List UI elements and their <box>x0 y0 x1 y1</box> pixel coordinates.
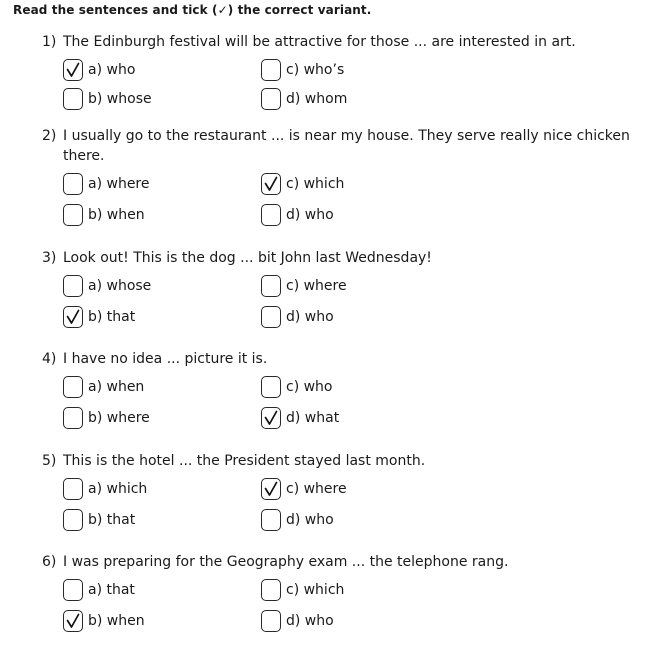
checkbox[interactable] <box>63 610 83 632</box>
checkmark-icon <box>264 481 278 497</box>
option-b[interactable] <box>63 86 152 112</box>
option-d[interactable] <box>261 304 334 330</box>
checkbox[interactable] <box>261 275 281 297</box>
checkbox[interactable] <box>63 173 83 195</box>
option-label: d) who <box>286 309 334 325</box>
option-b[interactable] <box>63 608 145 634</box>
answer-options <box>42 374 632 438</box>
option-label: c) who’s <box>286 62 345 78</box>
checkbox[interactable] <box>261 204 281 226</box>
question-sentence: I have no idea ... picture it is. <box>63 351 268 367</box>
checkbox[interactable] <box>63 509 83 531</box>
checkmark-icon <box>66 62 80 78</box>
option-label: d) who <box>286 613 334 629</box>
option-label: d) whom <box>286 91 348 107</box>
checkbox[interactable] <box>261 509 281 531</box>
question-sentence: I was preparing for the Geography exam ... the telephone rang. <box>63 554 509 570</box>
checkbox[interactable] <box>63 478 83 500</box>
option-label: d) what <box>286 410 340 426</box>
option-d[interactable] <box>261 405 339 431</box>
option-label: c) who <box>286 379 333 395</box>
option-b[interactable] <box>63 405 150 431</box>
option-b[interactable] <box>63 304 135 330</box>
option-label: c) which <box>286 176 345 192</box>
option-label: c) where <box>286 481 347 497</box>
checkbox[interactable] <box>63 204 83 226</box>
answer-options <box>42 57 632 121</box>
question-sentence: I usually go to the restaurant ... is near my house. They serve really nice chicken there. <box>63 128 630 164</box>
checkbox[interactable] <box>261 610 281 632</box>
checkbox[interactable] <box>261 59 281 81</box>
option-label: b) that <box>88 309 136 325</box>
question-number: 6) <box>42 554 57 570</box>
question-number: 5) <box>42 453 57 469</box>
option-label: d) who <box>286 512 334 528</box>
question-4 <box>42 349 632 438</box>
option-label: a) who <box>88 62 136 78</box>
option-d[interactable] <box>261 86 347 112</box>
option-c[interactable] <box>261 171 344 197</box>
question-2 <box>42 126 632 235</box>
answer-options <box>42 171 632 235</box>
question-text <box>42 349 632 369</box>
question-sentence: This is the hotel ... the President stayed last month. <box>63 453 426 469</box>
checkmark-icon <box>66 613 80 629</box>
question-number: 4) <box>42 351 57 367</box>
question-3 <box>42 248 632 337</box>
option-label: a) that <box>88 582 135 598</box>
option-a[interactable] <box>63 374 144 400</box>
checkbox[interactable] <box>261 407 281 429</box>
option-label: b) when <box>88 613 145 629</box>
checkbox[interactable] <box>63 407 83 429</box>
option-label: c) where <box>286 278 347 294</box>
question-text <box>42 552 632 572</box>
checkbox[interactable] <box>63 376 83 398</box>
option-a[interactable] <box>63 171 150 197</box>
answer-options <box>42 577 632 641</box>
answer-options <box>42 273 632 337</box>
checkmark-icon <box>66 309 80 325</box>
option-c[interactable] <box>261 577 344 603</box>
checkbox[interactable] <box>261 88 281 110</box>
option-a[interactable] <box>63 577 135 603</box>
question-1 <box>42 32 632 121</box>
question-6 <box>42 552 632 641</box>
option-d[interactable] <box>261 202 334 228</box>
question-sentence: The Edinburgh festival will be attractive for those ... are interested in art. <box>63 34 576 50</box>
option-c[interactable] <box>261 273 347 299</box>
question-5 <box>42 451 632 540</box>
option-b[interactable] <box>63 202 145 228</box>
option-b[interactable] <box>63 507 135 533</box>
question-number: 3) <box>42 250 57 266</box>
checkbox[interactable] <box>261 376 281 398</box>
checkbox[interactable] <box>261 478 281 500</box>
option-label: b) where <box>88 410 150 426</box>
checkbox[interactable] <box>63 306 83 328</box>
option-label: a) when <box>88 379 145 395</box>
question-text <box>42 126 632 166</box>
option-label: a) where <box>88 176 150 192</box>
checkbox[interactable] <box>261 306 281 328</box>
option-label: b) that <box>88 512 136 528</box>
option-label: c) which <box>286 582 345 598</box>
option-d[interactable] <box>261 507 334 533</box>
option-a[interactable] <box>63 273 151 299</box>
answer-options <box>42 476 632 540</box>
checkmark-icon <box>264 176 278 192</box>
checkbox[interactable] <box>261 173 281 195</box>
option-c[interactable] <box>261 57 344 83</box>
checkbox[interactable] <box>63 579 83 601</box>
checkbox[interactable] <box>261 579 281 601</box>
option-a[interactable] <box>63 57 135 83</box>
option-label: b) whose <box>88 91 152 107</box>
question-text <box>42 451 632 471</box>
option-label: b) when <box>88 207 145 223</box>
instruction-heading: Read the sentences and tick (✓) the correct variant. <box>13 3 372 17</box>
checkbox[interactable] <box>63 88 83 110</box>
option-label: a) which <box>88 481 148 497</box>
question-number: 1) <box>42 34 57 50</box>
question-number: 2) <box>42 128 57 144</box>
checkmark-icon <box>264 410 278 426</box>
question-text <box>42 248 632 268</box>
option-c[interactable] <box>261 476 347 502</box>
option-label: d) who <box>286 207 334 223</box>
option-c[interactable] <box>261 374 333 400</box>
option-a[interactable] <box>63 476 147 502</box>
question-sentence: Look out! This is the dog ... bit John last Wednesday! <box>63 250 432 266</box>
question-text <box>42 32 632 52</box>
checkbox[interactable] <box>63 59 83 81</box>
option-d[interactable] <box>261 608 334 634</box>
option-label: a) whose <box>88 278 152 294</box>
checkbox[interactable] <box>63 275 83 297</box>
